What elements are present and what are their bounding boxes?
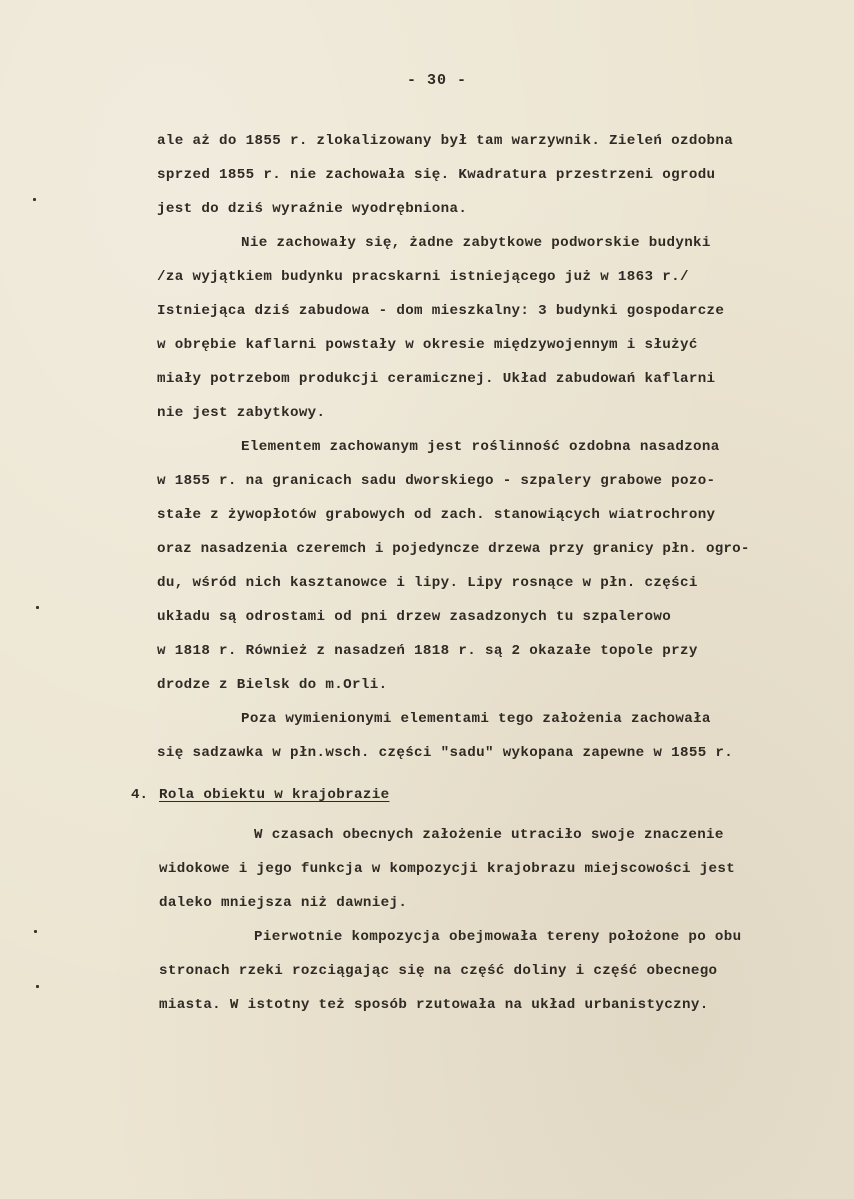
text-line: się sadzawka w płn.wsch. części "sadu" wykopana zapewne w 1855 r. bbox=[157, 745, 734, 761]
text-line: w obrębie kaflarni powstały w okresie międzywojennym i służyć bbox=[157, 337, 698, 353]
text-line: du, wśród nich kasztanowce i lipy. Lipy rosnące w płn. części bbox=[157, 575, 698, 591]
page-number: - 30 - bbox=[406, 72, 467, 89]
text-line: oraz nasadzenia czeremch i pojedyncze drzewa przy granicy płn. ogro- bbox=[157, 541, 750, 557]
text-line: w 1855 r. na granicach sadu dworskiego - szpalery grabowe pozo- bbox=[157, 473, 716, 489]
text-line: W czasach obecnych założenie utraciło swoje znaczenie bbox=[254, 827, 724, 843]
text-line: sprzed 1855 r. nie zachowała się. Kwadratura przestrzeni ogrodu bbox=[157, 167, 716, 183]
text-line: Pierwotnie kompozycja obejmowała tereny położone po obu bbox=[254, 929, 742, 945]
margin-mark bbox=[33, 198, 36, 201]
text-line: w 1818 r. Również z nasadzeń 1818 r. są 2 okazałe topole przy bbox=[157, 643, 698, 659]
text-line: miasta. W istotny też sposób rzutowała na układ urbanistyczny. bbox=[159, 997, 709, 1013]
text-line: jest do dziś wyraźnie wyodrębniona. bbox=[157, 201, 468, 217]
margin-mark bbox=[36, 606, 39, 609]
text-line: Istniejąca dziś zabudowa - dom mieszkalny: 3 budynki gospodarcze bbox=[157, 303, 725, 319]
text-line: Elementem zachowanym jest roślinność ozdobna nasadzona bbox=[241, 439, 720, 455]
margin-mark bbox=[34, 930, 37, 933]
text-line: ale aż do 1855 r. zlokalizowany był tam warzywnik. Zieleń ozdobna bbox=[157, 133, 734, 149]
text-line: /za wyjątkiem budynku pracskarni istniejącego już w 1863 r./ bbox=[157, 269, 689, 285]
text-line: stałe z żywopłotów grabowych od zach. stanowiących wiatrochrony bbox=[157, 507, 716, 523]
text-line: miały potrzebom produkcji ceramicznej. Układ zabudowań kaflarni bbox=[157, 371, 716, 387]
text-line: widokowe i jego funkcja w kompozycji krajobrazu miejscowości jest bbox=[159, 861, 736, 877]
text-line: stronach rzeki rozciągając się na część doliny i część obecnego bbox=[159, 963, 718, 979]
text-line: układu są odrostami od pni drzew zasadzonych tu szpalerowo bbox=[157, 609, 672, 625]
text-line: Nie zachowały się, żadne zabytkowe podworskie budynki bbox=[241, 235, 711, 251]
text-line: drodze z Bielsk do m.Orli. bbox=[157, 677, 388, 693]
text-line: Poza wymienionymi elementami tego założenia zachowała bbox=[241, 711, 711, 727]
section-heading: Rola obiektu w krajobrazie bbox=[159, 787, 390, 803]
section-number: 4. bbox=[131, 787, 149, 803]
text-line: nie jest zabytkowy. bbox=[157, 405, 326, 421]
text-line: daleko mniejsza niż dawniej. bbox=[159, 895, 408, 911]
margin-mark bbox=[36, 985, 39, 988]
